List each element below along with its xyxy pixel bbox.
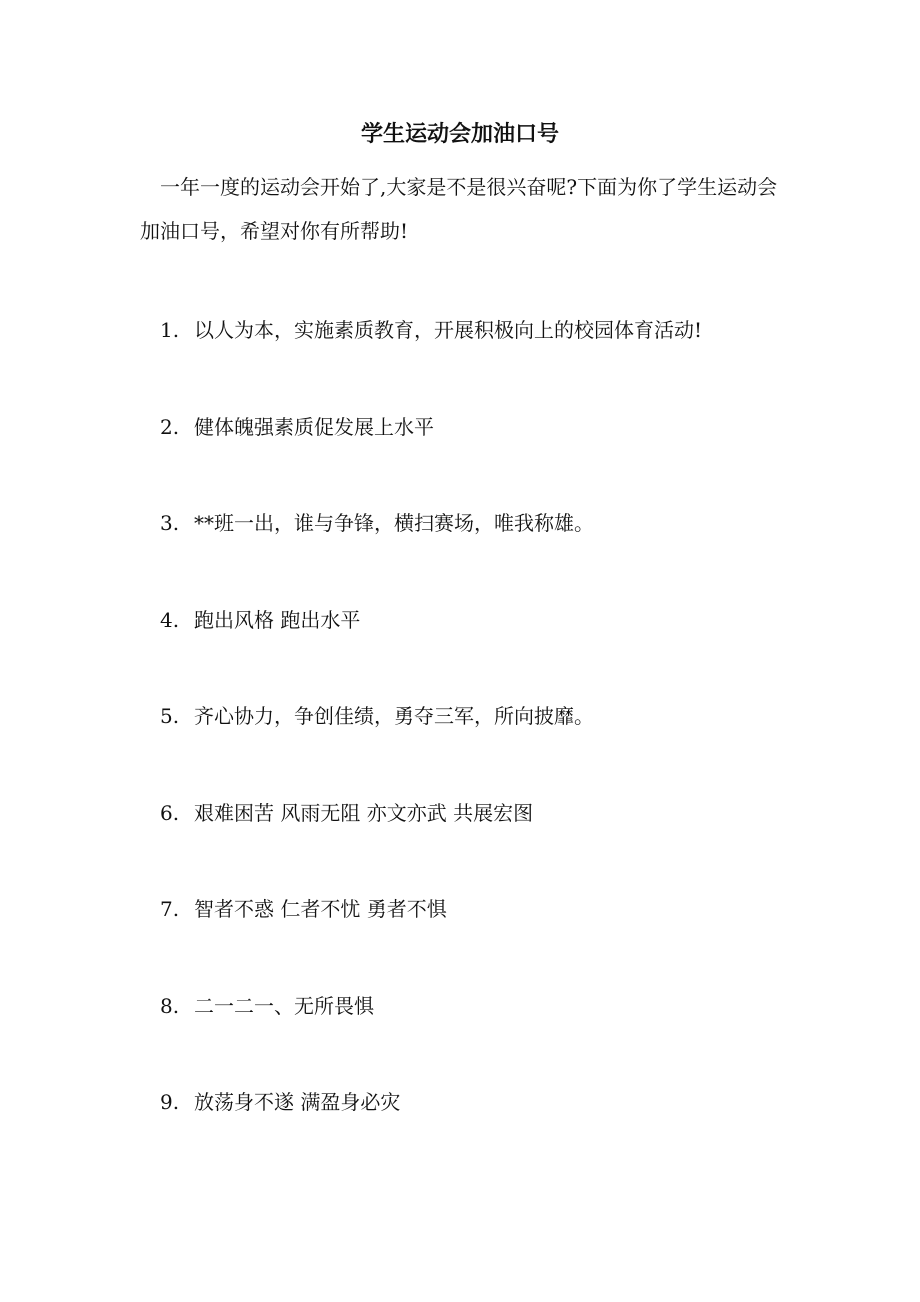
item-number: 2. <box>160 414 180 439</box>
list-item <box>160 793 800 890</box>
item-text: 艰难困苦 风雨无阻 亦文亦武 共展宏图 <box>194 800 534 825</box>
item-text: **班一出，谁与争锋，横扫赛场，唯我称雄。 <box>194 511 594 535</box>
item-number: 8. <box>160 993 180 1018</box>
item-text: 放荡身不遂 满盈身必灾 <box>194 1090 401 1114</box>
list-item <box>160 503 800 600</box>
item-number: 3. <box>160 511 180 535</box>
item-number: 5. <box>160 704 180 728</box>
item-number: 6. <box>160 800 180 825</box>
list-item <box>160 986 800 1083</box>
item-text: 二一二一、无所畏惧 <box>194 993 374 1018</box>
item-text: 以人为本，实施素质教育，开展积极向上的校园体育活动! <box>194 318 703 342</box>
list-item <box>160 696 800 793</box>
list-item <box>160 889 800 986</box>
item-text: 齐心协力，争创佳绩，勇夺三军，所向披靡。 <box>194 704 594 728</box>
item-number: 9. <box>160 1090 180 1114</box>
slogan-list <box>160 310 800 1179</box>
item-text: 智者不惑 仁者不忧 勇者不惧 <box>194 897 447 921</box>
intro-paragraph: 一年一度的运动会开始了,大家是不是很兴奋呢?下面为你了学生运动会加油口号，希望对你有所帮助! <box>140 175 778 243</box>
document-title: 学生运动会加油口号 <box>360 122 559 147</box>
item-text: 跑出风格 跑出水平 <box>194 607 361 632</box>
item-text: 健体魄强素质促发展上水平 <box>194 414 434 439</box>
list-item <box>160 1082 800 1179</box>
list-item <box>160 407 800 504</box>
item-number: 4. <box>160 607 180 632</box>
list-item <box>160 600 800 697</box>
item-number: 7. <box>160 897 180 921</box>
list-item <box>160 310 800 407</box>
item-number: 1. <box>160 318 180 342</box>
